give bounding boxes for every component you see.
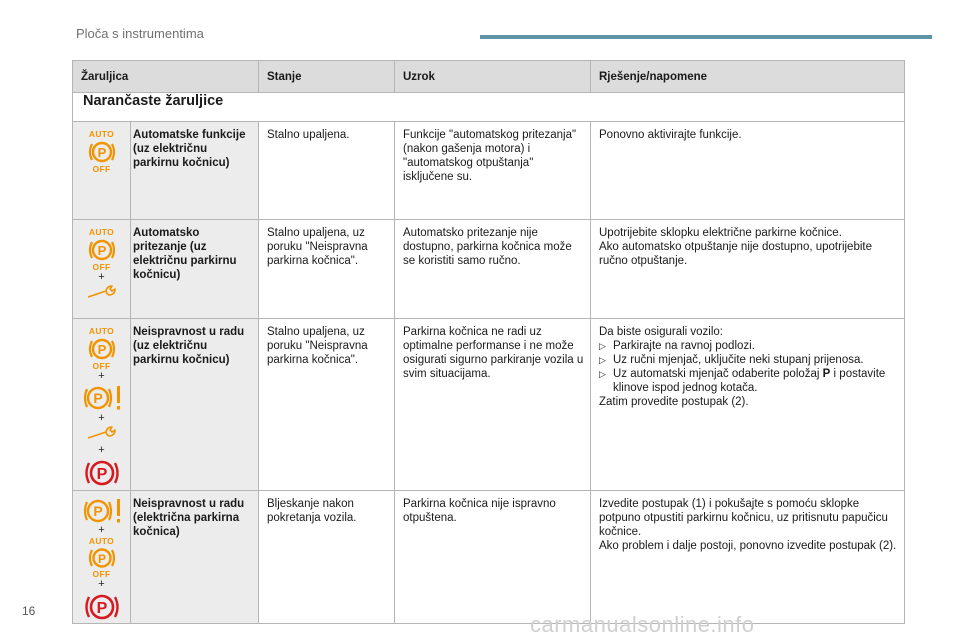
solution-outro: Zatim provedite postupak (2). [599, 396, 749, 408]
lamp-name: Automatsko pritezanje (uz električnu parkirnu kočnicu) [131, 220, 259, 319]
solution-cell [591, 319, 905, 491]
plus-sign: + [98, 412, 105, 424]
column-header-lamp: Žaruljica [73, 61, 259, 93]
p-glyph: P [92, 503, 103, 519]
plus-sign: + [98, 578, 105, 590]
section-row [73, 93, 905, 122]
lamp-name: Neispravnost u radu (uz električnu parkirnu kočnicu) [131, 319, 259, 491]
p-glyph: P [92, 390, 103, 406]
list-item [599, 339, 898, 353]
lamp-icon-cell [73, 122, 131, 220]
watermark: carmanualsonline.info [530, 612, 755, 637]
bullet-arrow-icon: ▷ [599, 369, 606, 379]
auto-label: AUTO [88, 326, 115, 336]
table-row [73, 491, 905, 624]
lamp-name: Automatske funkcije (uz električnu parkirnu kočnicu) [131, 122, 259, 220]
plus-sign: + [98, 370, 105, 382]
warning-lights-table [72, 60, 905, 624]
auto-parking-brake-icon [88, 139, 116, 165]
column-header-solution: Rješenje/napomene [591, 61, 905, 93]
column-header-cause: Uzrok [395, 61, 591, 93]
solution-cell [591, 491, 905, 624]
plus-sign: + [98, 444, 105, 456]
solution-cell [591, 220, 905, 319]
parking-brake-fault-icon [80, 497, 124, 525]
cause-cell: Funkcije "automatskog pritezanja" (nakon gašenja motora) i "automatskog otpuštanja" isključene su. [395, 122, 591, 220]
solution-line: Ako automatsko otpuštanje nije dostupno, upotrijebite ručno otpuštanje. [599, 241, 872, 267]
p-glyph: P [96, 600, 107, 617]
auto-label: AUTO [88, 129, 115, 139]
solution-line: Ako problem i dalje postoji, ponovno izvedite postupak (2). [599, 540, 897, 552]
state-cell: Stalno upaljena, uz poruku "Neispravna parkirna kočnica". [259, 319, 395, 491]
lamp-icon-cell [73, 220, 131, 319]
plus-sign: + [98, 524, 105, 536]
off-label: OFF [92, 569, 111, 579]
cause-cell: Parkirna kočnica ne radi uz optimalne performanse i ne može osigurati sigurno parkiranje vozila u svim situacijama. [395, 319, 591, 491]
lamp-icon-cell [73, 319, 131, 491]
p-glyph: P [97, 342, 106, 357]
state-cell: Bljeskanje nakon pokretanja vozila. [259, 491, 395, 624]
off-label: OFF [92, 164, 111, 174]
auto-label: AUTO [88, 227, 115, 237]
list-item [599, 353, 898, 367]
p-glyph: P [97, 243, 106, 258]
wrench-icon [85, 425, 119, 441]
off-label: OFF [92, 361, 111, 371]
bullet-text: Parkirajte na ravnoj podlozi. [613, 340, 755, 352]
state-cell: Stalno upaljena, uz poruku "Neispravna parkirna kočnica". [259, 220, 395, 319]
wrench-icon [85, 284, 119, 300]
column-header-state: Stanje [259, 61, 395, 93]
header-accent-bar [480, 35, 932, 39]
parking-brake-red-icon [82, 457, 122, 489]
auto-label: AUTO [88, 536, 115, 546]
lamp-icon-cell [73, 491, 131, 624]
table-header-row [73, 61, 905, 93]
bullet-text: Uz ručni mjenjač, uključite neki stupanj prijenosa. [613, 354, 864, 366]
solution-line: Izvedite postupak (1) i pokušajte s pomoću sklopke potpuno otpustiti parkirnu kočnicu, uz pritisnutu papučicu kočnice. [599, 498, 888, 538]
section-title: Narančaste žaruljice [73, 93, 905, 122]
auto-parking-brake-icon [88, 546, 116, 570]
p-glyph: P [97, 145, 106, 160]
bullet-arrow-icon: ▷ [599, 355, 606, 365]
cause-cell: Automatsko pritezanje nije dostupno, parkirna kočnica može se koristiti samo ručno. [395, 220, 591, 319]
auto-parking-brake-icon [88, 237, 116, 263]
off-label: OFF [92, 262, 111, 272]
bullet-arrow-icon: ▷ [599, 341, 606, 351]
table-row [73, 319, 905, 491]
page-header-title: Ploča s instrumentima [76, 26, 204, 41]
parking-brake-red-icon [82, 591, 122, 623]
solution-intro: Da biste osigurali vozilo: [599, 326, 724, 338]
p-glyph: P [96, 466, 107, 483]
gear-position-p: P [822, 368, 831, 380]
p-glyph: P [97, 552, 106, 566]
parking-brake-fault-icon [80, 383, 124, 413]
solution-cell: Ponovno aktivirajte funkcije. [591, 122, 905, 220]
plus-sign: + [98, 271, 105, 283]
bullet-text: Uz automatski mjenjač odaberite položaj P i postavite klinove ispod jednog kotača. [613, 368, 886, 394]
page-number: 16 [22, 604, 36, 618]
solution-line: Upotrijebite sklopku električne parkirne kočnice. [599, 227, 842, 239]
list-item [599, 367, 898, 395]
table-row [73, 122, 905, 220]
auto-parking-brake-icon [88, 336, 116, 362]
state-cell: Stalno upaljena. [259, 122, 395, 220]
cause-cell: Parkirna kočnica nije ispravno otpuštena. [395, 491, 591, 624]
lamp-name: Neispravnost u radu (električna parkirna kočnica) [131, 491, 259, 624]
table-row [73, 220, 905, 319]
